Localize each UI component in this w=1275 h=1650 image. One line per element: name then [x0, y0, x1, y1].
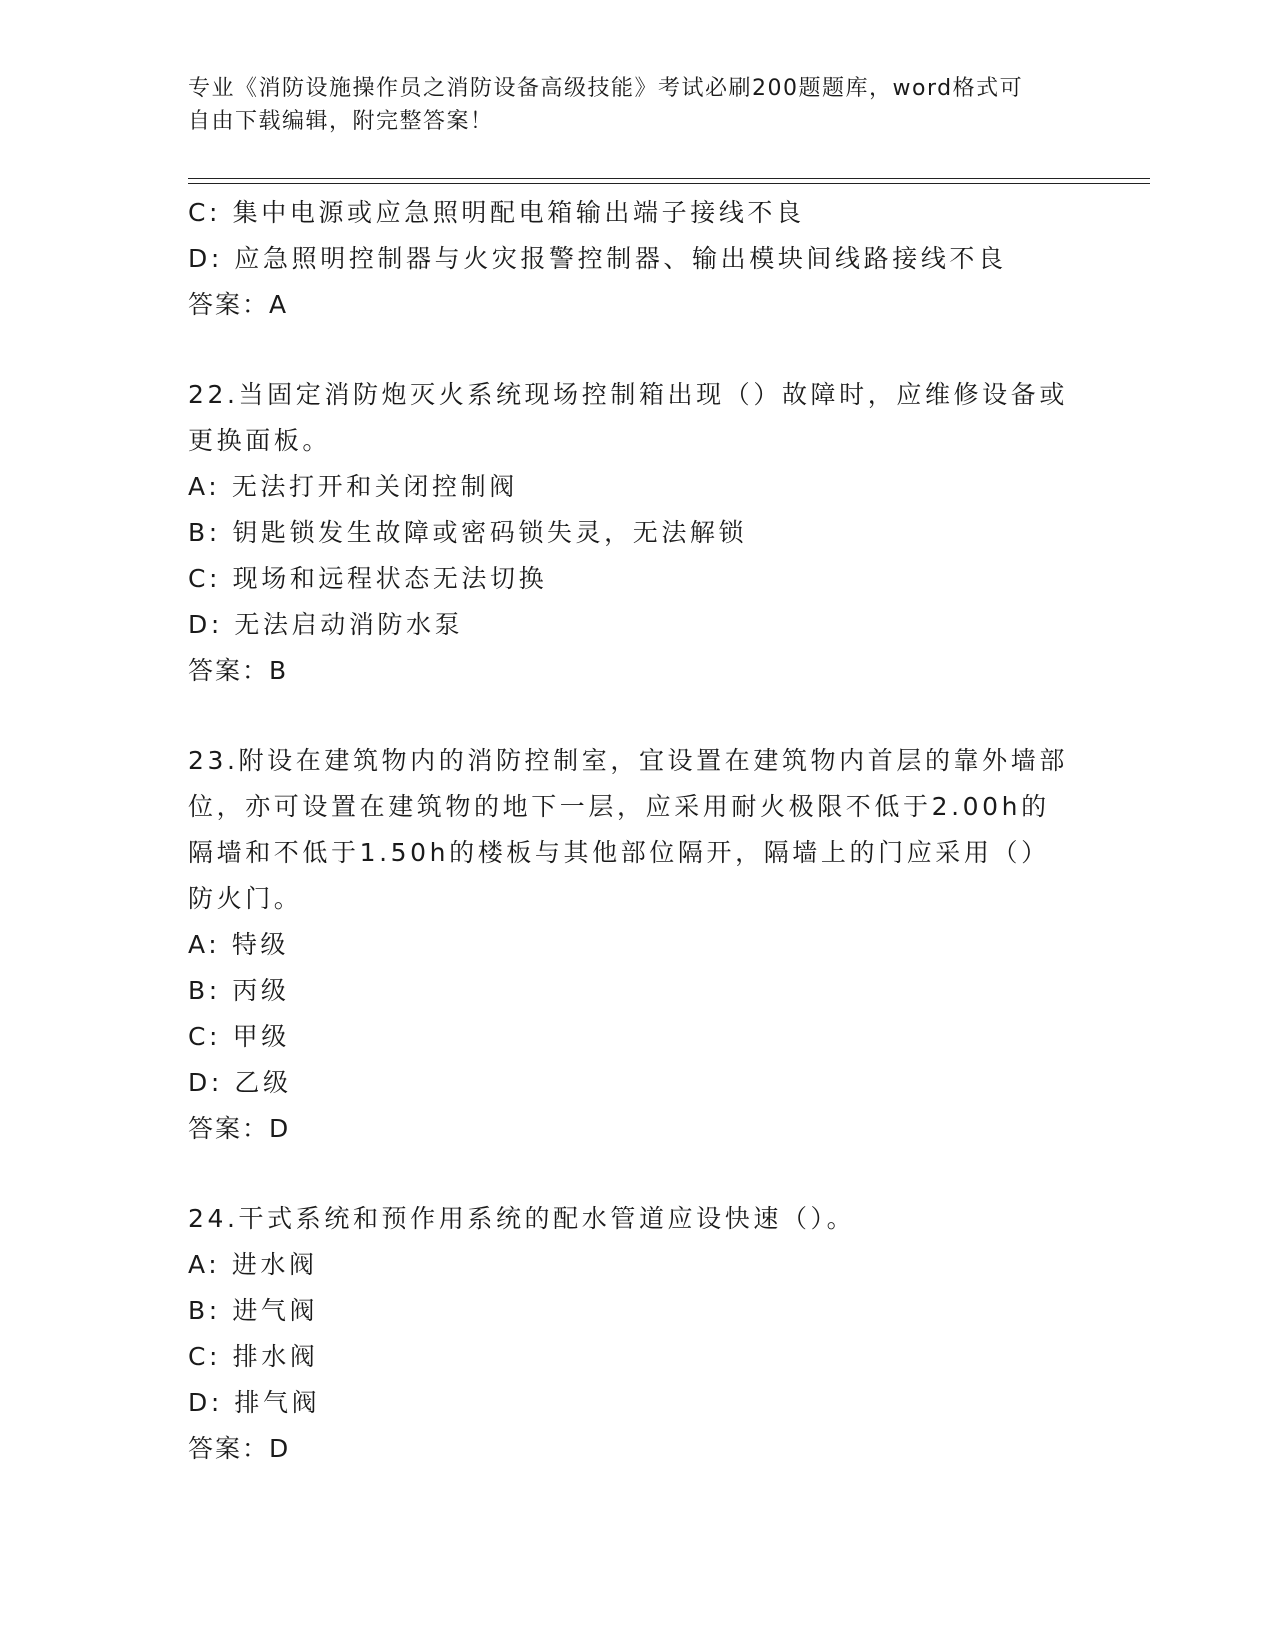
question-22 [188, 372, 1088, 694]
header-divider-bottom [188, 183, 1150, 184]
question-stem-line: 23.附设在建筑物内的消防控制室，宜设置在建筑物内首层的靠外墙部 [188, 746, 1068, 775]
question-stem-line: 防火门。 [188, 884, 303, 913]
question-stem-line: 更换面板。 [188, 426, 332, 455]
header-title-line-1: 专业《消防设施操作员之消防设备高级技能》考试必刷200题题库，word格式可 [188, 76, 1024, 101]
answer-line: 答案：A [188, 290, 289, 319]
question-23 [188, 738, 1088, 1152]
question-stem-line: 24.干式系统和预作用系统的配水管道应设快速（）。 [188, 1204, 856, 1233]
option-b: B: 钥匙锁发生故障或密码锁失灵，无法解锁 [188, 518, 748, 547]
option-d: D: 乙级 [188, 1068, 292, 1097]
question-stem-line: 22.当固定消防炮灭火系统现场控制箱出现（）故障时，应维修设备或 [188, 380, 1068, 409]
option-c: C: 集中电源或应急照明配电箱输出端子接线不良 [188, 198, 805, 227]
option-d: D: 无法启动消防水泵 [188, 610, 464, 639]
option-a: A: 特级 [188, 930, 290, 959]
answer-line: 答案：D [188, 1114, 291, 1143]
answer-line: 答案：B [188, 656, 289, 685]
question-spacer [188, 1152, 1088, 1196]
option-a: A: 无法打开和关闭控制阀 [188, 472, 518, 501]
option-b: B: 进气阀 [188, 1296, 319, 1325]
document-header [188, 72, 1088, 138]
question-spacer [188, 694, 1088, 738]
question-stem-line: 隔墙和不低于1.50h的楼板与其他部位隔开，隔墙上的门应采用（） [188, 838, 1050, 867]
question-list [188, 190, 1088, 1472]
option-c: C: 排水阀 [188, 1342, 319, 1371]
question-spacer [188, 328, 1088, 372]
option-c: C: 甲级 [188, 1022, 290, 1051]
option-a: A: 进水阀 [188, 1250, 318, 1279]
header-divider-top [188, 178, 1150, 179]
header-title-line-2: 自由下载编辑，附完整答案！ [188, 109, 494, 134]
option-c: C: 现场和远程状态无法切换 [188, 564, 548, 593]
question-21-continued [188, 190, 1088, 328]
answer-line: 答案：D [188, 1434, 291, 1463]
option-d: D: 排气阀 [188, 1388, 321, 1417]
question-24 [188, 1196, 1088, 1472]
option-b: B: 丙级 [188, 976, 290, 1005]
option-d: D: 应急照明控制器与火灾报警控制器、输出模块间线路接线不良 [188, 244, 1007, 273]
question-stem-line: 位，亦可设置在建筑物的地下一层，应采用耐火极限不低于2.00h的 [188, 792, 1050, 821]
